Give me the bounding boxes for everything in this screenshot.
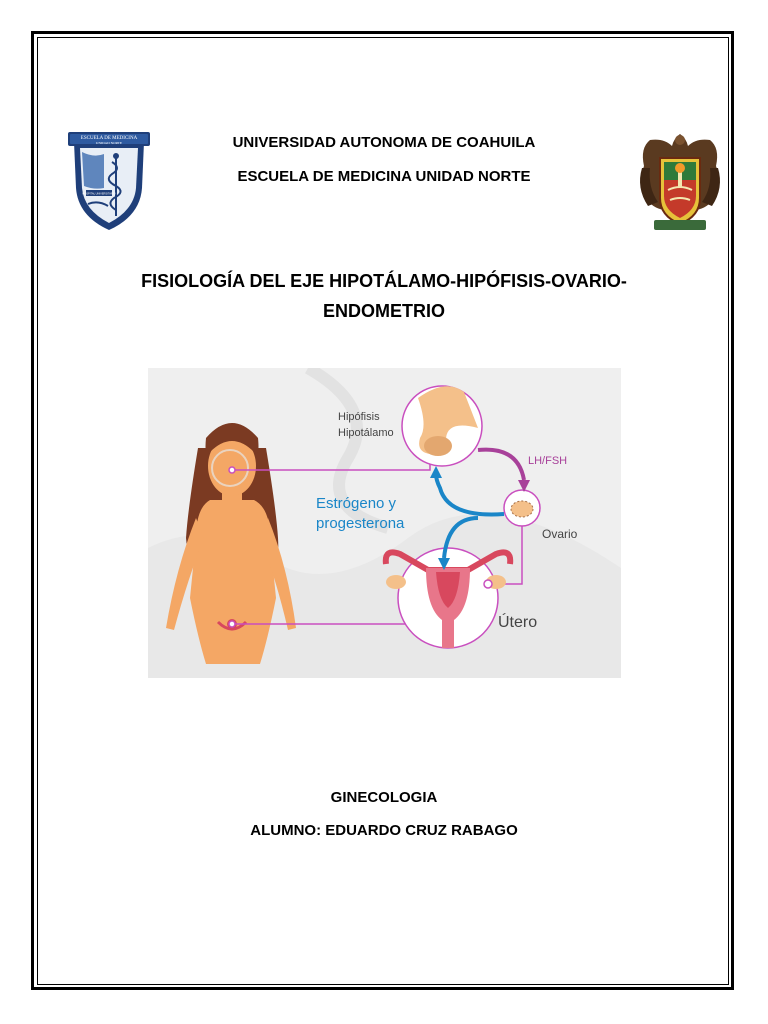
svg-text:HOSPITAL UNIVERSITARIO: HOSPITAL UNIVERSITARIO (82, 192, 116, 196)
university-name: UNIVERSIDAD AUTONOMA DE COAHUILA (232, 134, 536, 151)
pituitary-circle (402, 386, 482, 466)
hpo-axis-illustration (148, 368, 621, 678)
ovary-circle (504, 490, 540, 526)
label-lh-fsh: LH/FSH (528, 455, 568, 467)
label-progesterona: progesterona (316, 515, 405, 532)
svg-text:UNIDAD NORTE: UNIDAD NORTE (95, 141, 123, 145)
label-hipofisis: Hipófisis (338, 411, 380, 423)
school-name: ESCUELA DE MEDICINA UNIDAD NORTE (237, 168, 531, 185)
document-title-line1: FISIOLOGÍA DEL EJE HIPOTÁLAMO-HIPÓFISIS-OVARIO- (141, 271, 627, 291)
label-estrogeno: Estrógeno y (316, 495, 397, 512)
svg-text:ESCUELA DE MEDICINA: ESCUELA DE MEDICINA (80, 136, 138, 141)
label-ovario: Ovario (542, 527, 578, 541)
document-title-line2: ENDOMETRIO (322, 301, 445, 321)
label-utero: Útero (498, 614, 538, 631)
student-name: ALUMNO: EDUARDO CRUZ RABAGO (250, 822, 518, 839)
label-hipotalamo: Hipotálamo (338, 427, 394, 439)
subject-name: GINECOLOGIA (330, 789, 438, 806)
